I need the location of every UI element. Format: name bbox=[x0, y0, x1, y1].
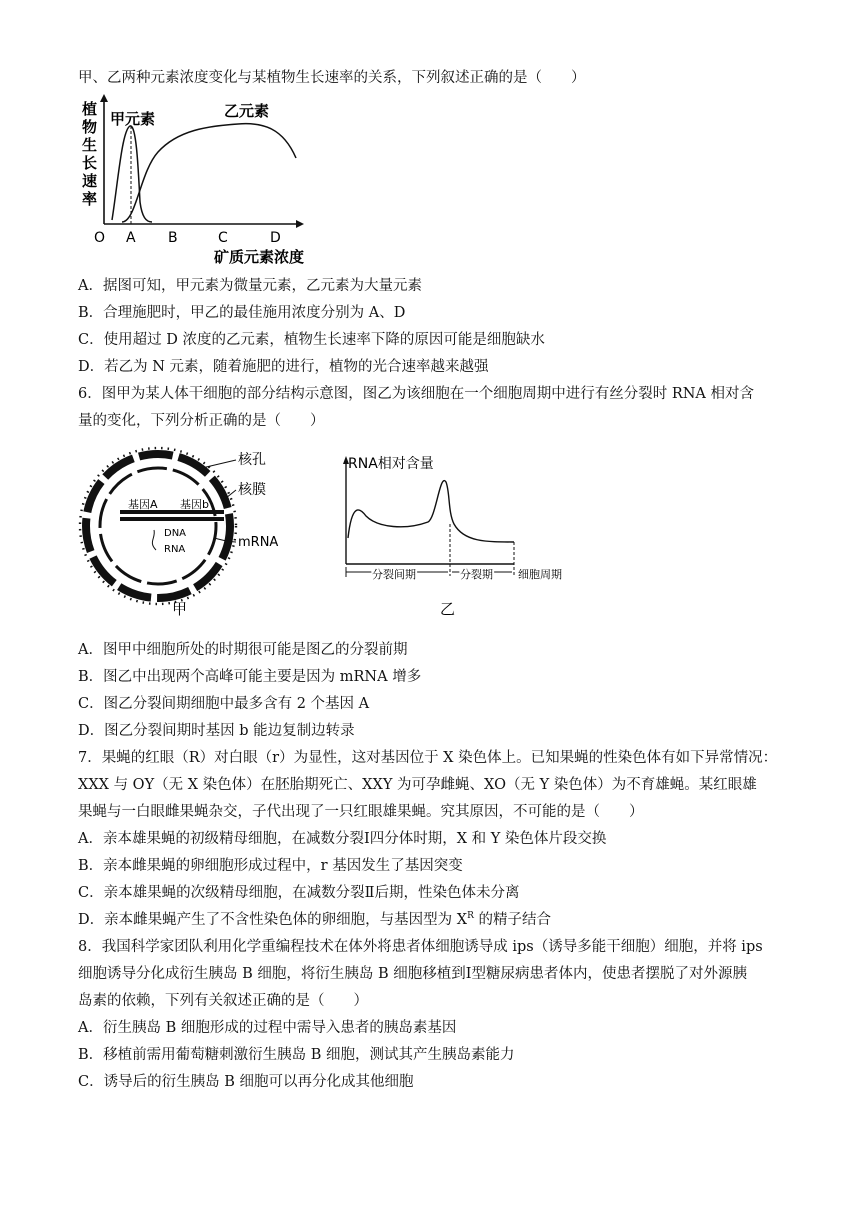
q6-option-b: B．图乙中出现两个高峰可能主要是因为 mRNA 增多 bbox=[78, 669, 422, 685]
nuclear-envelope-outer bbox=[86, 454, 230, 598]
gene-b-label: 基因b bbox=[180, 498, 209, 511]
q5-tick-b: B bbox=[168, 230, 178, 246]
q7-option-d-sup: R bbox=[467, 911, 474, 922]
q8-stem-line1: 8．我国科学家团队利用化学重编程技术在体外将患者体细胞诱导成 ips（诱导多能干细胞）细胞，并将 ips bbox=[78, 939, 763, 955]
fig-yi-ylabel: RNA相对含量 bbox=[348, 456, 434, 472]
label-nuclear-pore: 核孔 bbox=[238, 452, 266, 468]
fig-jia-caption: 甲 bbox=[172, 600, 188, 618]
q8-option-b: B．移植前需用葡萄糖刺激衍生胰岛 B 细胞，测试其产生胰岛素能力 bbox=[78, 1047, 515, 1063]
q5-tick-d: D bbox=[270, 230, 281, 246]
q5-ylabel-5: 率 bbox=[82, 190, 98, 208]
q5-series-yi: 乙元素 bbox=[224, 102, 270, 120]
q5-series-jia: 甲元素 bbox=[110, 110, 156, 128]
dna-strand-b bbox=[120, 517, 224, 521]
label-mrna: mRNA bbox=[238, 535, 279, 550]
q6-option-d: D．图乙分裂间期时基因 b 能边复制边转录 bbox=[78, 723, 355, 739]
q7-option-b: B．亲本雌果蝇的卵细胞形成过程中，r 基因发生了基因突变 bbox=[78, 858, 463, 874]
q6-figure-yi bbox=[336, 452, 582, 622]
q5-ylabel-3: 长 bbox=[82, 154, 98, 172]
q7-option-c: C．亲本雄果蝇的次级精母细胞，在减数分裂Ⅱ后期，性染色体未分离 bbox=[78, 885, 520, 901]
q5-figure bbox=[78, 92, 328, 270]
gene-a-label: 基因A bbox=[128, 498, 158, 511]
q6-option-a: A．图甲中细胞所处的时期很可能是图乙的分裂前期 bbox=[78, 642, 408, 658]
q8-option-a: A．衍生胰岛 B 细胞形成的过程中需导入患者的胰岛素基因 bbox=[78, 1020, 457, 1036]
rna-label: RNA bbox=[164, 544, 186, 555]
q7-stem-line2: XXX 与 OY（无 X 染色体）在胚胎期死亡、XXY 为可孕雌蝇、XO（无 Y 染色体）为不育雄蝇。某红眼雄 bbox=[78, 777, 757, 793]
q5-option-a: A．据图可知，甲元素为微量元素，乙元素为大量元素 bbox=[78, 278, 422, 294]
q8-stem-line2: 细胞诱导分化成衍生胰岛 B 细胞，将衍生胰岛 B 细胞移植到Ⅰ型糖尿病患者体内，使患者摆脱了对外源胰 bbox=[78, 966, 747, 982]
q8-option-c: C．诱导后的衍生胰岛 B 细胞可以再分化成其他细胞 bbox=[78, 1074, 414, 1090]
fig-yi-caption: 乙 bbox=[440, 600, 456, 618]
q5-ylabel-1: 物 bbox=[82, 118, 98, 136]
label-interphase: 分裂间期 bbox=[372, 568, 416, 581]
q5-ylabel-2: 生 bbox=[82, 136, 98, 154]
q5-option-c: C．使用超过 D 浓度的乙元素，植物生长速率下降的原因可能是细胞缺水 bbox=[78, 332, 545, 348]
q5-tick-o: O bbox=[94, 230, 106, 246]
q6-stem-line2: 量的变化，下列分析正确的是（ ） bbox=[78, 413, 325, 429]
q7-option-d bbox=[78, 910, 551, 930]
q5-ylabel-0: 植 bbox=[82, 100, 98, 118]
q7-stem-line1: 7．果蝇的红眼（R）对白眼（r）为显性，这对基因位于 X 染色体上。已知果蝇的性染色体有如下异常情况： bbox=[78, 750, 778, 766]
rna-arrow bbox=[152, 530, 156, 550]
pointer-membrane bbox=[226, 490, 236, 498]
label-nuclear-membrane: 核膜 bbox=[238, 482, 266, 498]
q5-xlabel: 矿质元素浓度 bbox=[214, 248, 305, 266]
q7-stem-line3: 果蝇与一白眼雌果蝇杂交，子代出现了一只红眼雄果蝇。究其原因，不可能的是（ ） bbox=[78, 804, 644, 820]
pointer-pore bbox=[202, 460, 236, 468]
fig-yi-rna-curve bbox=[348, 481, 514, 542]
dna-label: DNA bbox=[164, 528, 187, 539]
q5-y-arrow bbox=[100, 94, 108, 102]
q7-option-d-post: 的精子结合 bbox=[473, 912, 551, 928]
q7-option-a: A．亲本雄果蝇的初级精母细胞，在减数分裂Ⅰ四分体时期，X 和 Y 染色体片段交换 bbox=[78, 831, 607, 847]
nuclear-envelope-outer-dots bbox=[80, 448, 236, 604]
nuclear-envelope-inner bbox=[100, 468, 216, 584]
q8-stem-line3: 岛素的依赖，下列有关叙述正确的是（ ） bbox=[78, 993, 368, 1009]
q6-figure-jia bbox=[76, 446, 296, 622]
q5-stem: 甲、乙两种元素浓度变化与某植物生长速率的关系，下列叙述正确的是（ ） bbox=[78, 70, 586, 86]
label-cell-cycle: 细胞周期 bbox=[518, 568, 562, 581]
label-mitosis: 分裂期 bbox=[460, 568, 493, 581]
q5-option-d: D．若乙为 N 元素，随着施肥的进行，植物的光合速率越来越强 bbox=[78, 359, 489, 375]
q5-curve-yi bbox=[122, 124, 296, 222]
q7-option-d-pre: D．亲本雌果蝇产生了不含性染色体的卵细胞，与基因型为 X bbox=[78, 912, 468, 928]
q5-tick-a: A bbox=[126, 230, 136, 246]
q6-option-c: C．图乙分裂间期细胞中最多含有 2 个基因 A bbox=[78, 696, 370, 712]
q5-option-b: B．合理施肥时，甲乙的最佳施用浓度分别为 A、D bbox=[78, 305, 406, 321]
q5-x-arrow bbox=[296, 220, 304, 228]
q5-ylabel-4: 速 bbox=[82, 172, 98, 190]
q5-tick-c: C bbox=[218, 230, 228, 246]
q6-stem-line1: 6．图甲为某人体干细胞的部分结构示意图，图乙为该细胞在一个细胞周期中进行有丝分裂时 RNA 相对含 bbox=[78, 386, 755, 402]
